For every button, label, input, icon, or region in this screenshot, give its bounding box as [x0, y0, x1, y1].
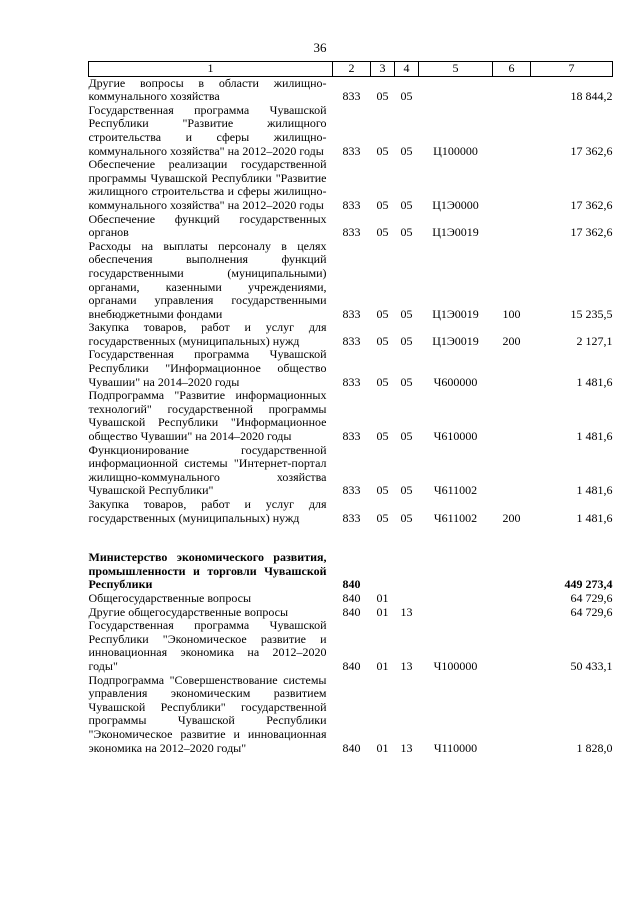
cell-section: 05 [376, 197, 389, 212]
table-row [89, 551, 613, 592]
cell-name: Общегосударственные вопросы [88, 590, 252, 605]
cell-name: Другие общегосударственные вопросы [88, 604, 289, 619]
cell-subsection: 05 [400, 333, 413, 348]
table-row [89, 213, 613, 240]
cell-amount: 1 481,6 [576, 429, 613, 444]
cell-section: 05 [376, 333, 389, 348]
cell-ministry-code: 833 [342, 374, 361, 389]
cell-section: 05 [376, 374, 389, 389]
cell-target-article [419, 606, 493, 620]
cell-ministry-code: 833 [342, 510, 361, 525]
cell-section: 05 [376, 225, 389, 240]
cell-amount: 64 729,6 [570, 590, 613, 605]
cell-expense-type [493, 444, 531, 498]
cell-subsection: 13 [400, 604, 413, 619]
cell-target-article: Ч100000 [433, 658, 478, 673]
cell-ministry-code: 833 [342, 333, 361, 348]
cell-expense-type [493, 389, 531, 443]
cell-target-article: Ц100000 [433, 143, 478, 158]
cell-amount: 1 481,6 [576, 483, 613, 498]
cell-subsection: 05 [400, 225, 413, 240]
cell-amount: 449 273,4 [564, 577, 613, 592]
cell-amount: 1 481,6 [576, 374, 613, 389]
cell-amount: 50 433,1 [570, 658, 613, 673]
cell-target-article: Ц1Э0019 [432, 333, 479, 348]
cell-subsection: 05 [400, 374, 413, 389]
table-row [89, 498, 613, 525]
cell-name: Министерство экономического развития, промышленности и торговли Чувашской Республики [88, 550, 327, 592]
cell-amount: 15 235,5 [570, 306, 613, 321]
cell-target-article: Ц1Э0019 [432, 225, 479, 240]
cell-name: Другие вопросы в области жилищно-коммунального хозяйства [88, 75, 327, 104]
table-row [89, 158, 613, 212]
cell-target-article: Ч610000 [433, 429, 478, 444]
cell-section: 01 [376, 740, 389, 755]
cell-ministry-code: 833 [342, 197, 361, 212]
cell-ministry-code: 840 [342, 740, 361, 755]
cell-amount: 18 844,2 [570, 89, 613, 104]
cell-section: 05 [376, 429, 389, 444]
cell-amount: 64 729,6 [570, 604, 613, 619]
cell-target-article: Ч611002 [433, 483, 478, 498]
table-row [89, 619, 613, 673]
cell-name: Государственная программа Чувашской Республики "Информационное общество Чувашии" на 2014–2020 годы [88, 347, 327, 389]
table-row [89, 592, 613, 606]
cell-subsection [395, 592, 419, 606]
table-row [89, 240, 613, 322]
cell-expense-type [493, 76, 531, 104]
cell-expense-type: 100 [502, 306, 521, 321]
cell-target-article: Ч110000 [433, 740, 478, 755]
cell-amount: 1 828,0 [576, 740, 613, 755]
cell-expense-type: 200 [502, 333, 521, 348]
spacer-row [89, 525, 613, 551]
cell-section: 01 [376, 604, 389, 619]
cell-target-article [419, 76, 493, 104]
cell-amount: 17 362,6 [570, 225, 613, 240]
cell-subsection: 05 [400, 483, 413, 498]
cell-section: 05 [376, 510, 389, 525]
cell-subsection: 05 [400, 143, 413, 158]
cell-section: 05 [376, 306, 389, 321]
cell-subsection: 05 [400, 510, 413, 525]
cell-expense-type [493, 619, 531, 673]
cell-amount: 2 127,1 [576, 333, 613, 348]
cell-name: Обеспечение реализации государственной программы Чувашской Республики "Развитие жилищного строительства и сферы жилищно-коммунального хозяйства" на 2012–2020 годы [88, 157, 327, 212]
cell-target-article: Ч611002 [433, 510, 478, 525]
cell-ministry-code: 840 [342, 577, 361, 592]
cell-subsection: 05 [400, 89, 413, 104]
table-row [89, 76, 613, 104]
table-row [89, 389, 613, 443]
cell-amount: 17 362,6 [570, 143, 613, 158]
cell-section: 05 [376, 89, 389, 104]
cell-subsection: 05 [400, 429, 413, 444]
cell-subsection [395, 551, 419, 592]
table-row [89, 321, 613, 348]
cell-target-article: Ц1Э0019 [432, 306, 479, 321]
cell-name: Государственная программа Чувашской Республики "Экономическое развитие и инновационная экономика на 2012–2020 годы" [88, 618, 327, 673]
header-col-4: 4 [395, 62, 419, 77]
cell-target-article [419, 592, 493, 606]
cell-expense-type [493, 592, 531, 606]
cell-ministry-code: 833 [342, 306, 361, 321]
cell-name: Расходы на выплаты персоналу в целях обеспечения выполнения функций государственными (муниципальными) органами, казенными учреждениями, органами управления государственными внебюджетными фондами [88, 238, 327, 321]
header-col-1: 1 [89, 62, 333, 77]
cell-expense-type [493, 213, 531, 240]
cell-ministry-code: 833 [342, 89, 361, 104]
table-row [89, 104, 613, 158]
cell-target-article: Ц1Э0000 [432, 197, 479, 212]
header-row [89, 62, 613, 77]
cell-expense-type: 200 [502, 510, 521, 525]
header-col-3: 3 [371, 62, 395, 77]
spacer-cell [89, 525, 613, 551]
cell-section: 05 [376, 143, 389, 158]
cell-ministry-code: 833 [342, 225, 361, 240]
header-col-7: 7 [531, 62, 613, 77]
cell-name: Подпрограмма "Совершенствование системы управления экономическим развитием Чувашской Республики" государственной программы Чувашской Республики "Экономическое развитие и инновационная экономика на 2012–2020 годы" [88, 672, 327, 755]
cell-target-article: Ч600000 [433, 374, 478, 389]
header-col-5: 5 [419, 62, 493, 77]
cell-name: Обеспечение функций государственных органов [88, 211, 327, 240]
header-col-2: 2 [333, 62, 371, 77]
cell-expense-type [493, 348, 531, 389]
cell-ministry-code: 833 [342, 143, 361, 158]
table-body [89, 76, 613, 755]
cell-subsection: 13 [400, 658, 413, 673]
cell-expense-type [493, 104, 531, 158]
budget-table [88, 61, 613, 755]
cell-section: 01 [376, 658, 389, 673]
cell-subsection: 13 [400, 740, 413, 755]
cell-amount: 17 362,6 [570, 197, 613, 212]
cell-name: Закупка товаров, работ и услуг для государственных (муниципальных) нужд [88, 320, 327, 348]
table-row [89, 348, 613, 389]
cell-section [371, 551, 395, 592]
cell-ministry-code: 840 [342, 590, 361, 605]
cell-ministry-code: 833 [342, 429, 361, 444]
cell-subsection: 05 [400, 306, 413, 321]
cell-expense-type [493, 606, 531, 620]
cell-amount: 1 481,6 [576, 510, 613, 525]
cell-name: Подпрограмма "Развитие информационных технологий" государственной программы Чувашской Республики "Информационное общество Чувашии" на 2014–2020 годы [88, 388, 327, 444]
cell-name: Функционирование государственной информационной системы "Интернет-портал жилищно-коммунального хозяйства Чувашской Республики" [88, 442, 327, 498]
cell-name: Государственная программа Чувашской Республики "Развитие жилищного строительства и сферы жилищно-коммунального хозяйства" на 2012–2020 годы [88, 102, 327, 158]
table-row [89, 674, 613, 756]
cell-ministry-code: 833 [342, 483, 361, 498]
cell-expense-type [493, 158, 531, 212]
table-row [89, 606, 613, 620]
cell-ministry-code: 840 [342, 658, 361, 673]
table-row [89, 444, 613, 498]
cell-expense-type [493, 674, 531, 756]
cell-section: 05 [376, 483, 389, 498]
cell-expense-type [493, 551, 531, 592]
header-col-6: 6 [493, 62, 531, 77]
cell-subsection: 05 [400, 197, 413, 212]
cell-name: Закупка товаров, работ и услуг для государственных (муниципальных) нужд [88, 497, 327, 525]
cell-target-article [419, 551, 493, 592]
cell-ministry-code: 840 [342, 604, 361, 619]
page-number: 36 [313, 40, 327, 55]
cell-section: 01 [376, 590, 389, 605]
